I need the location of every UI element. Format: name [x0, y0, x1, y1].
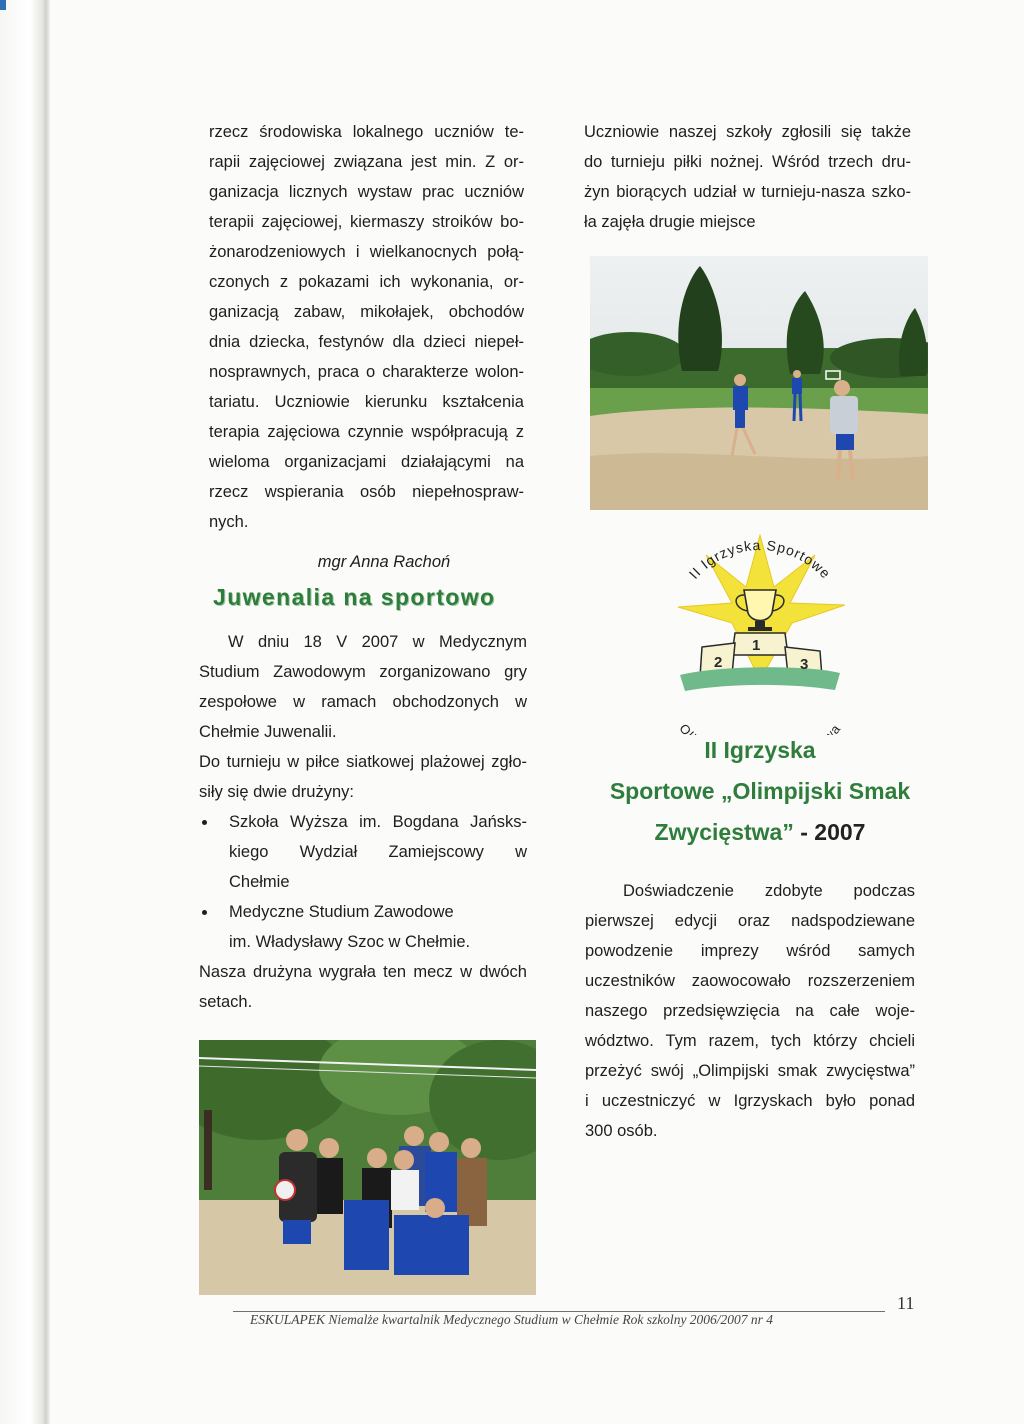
text-line: naszego przedsięwzięcia na całe woje-	[585, 1002, 915, 1020]
text-line: Chełmie	[229, 873, 290, 891]
team-group-photo	[199, 1040, 536, 1295]
page-number: 11	[897, 1293, 915, 1313]
text-line: wieloma organizacjami działającymi na	[209, 453, 524, 471]
logo-top-arc: II Igrzyska Sportowe	[685, 536, 835, 582]
corner-mark	[0, 0, 6, 10]
text-line: terapii zajęciowej, kiermaszy stroików bo-	[209, 213, 524, 231]
text-line: Studium Zawodowym zorganizowano gry	[199, 663, 527, 681]
text-line: rzecz środowiska lokalnego uczniów te-	[209, 123, 524, 141]
text-line: W dniu 18 V 2007 w Medycznym	[228, 633, 527, 651]
igrzyska-logo	[640, 515, 880, 735]
text-line: uczestników zaowocowało rozszerzeniem	[585, 972, 915, 990]
text-line: rapii zajęciowej związana jest min. Z or-	[209, 153, 524, 171]
text-line: czonych z pokazami ich wykonania, or-	[209, 273, 524, 291]
text-line: do turnieju piłki nożnej. Wśród trzech dru-	[584, 153, 911, 171]
text-line: dnia dziecka, festynów dla dzieci niepeł-	[209, 333, 524, 351]
text-line: ganizacją zabaw, mikołajek, obchodów	[209, 303, 524, 321]
beach-volleyball-photo	[590, 256, 928, 510]
event-title-line: II Igrzyska	[704, 737, 816, 763]
text-line: Doświadczenie zdobyte podczas	[623, 882, 915, 900]
text-line: Do turnieju w piłce siatkowej plażowej zgło-	[199, 753, 527, 771]
event-title-year: - 2007	[800, 819, 866, 845]
list-item: Medyczne Studium Zawodowe	[199, 897, 527, 927]
text-line: terapia zajęciowa czynnie współpracują z	[209, 423, 524, 441]
event-title-quote: „Olimpijski Smak	[720, 778, 911, 804]
event-title	[560, 730, 960, 853]
left-column-top-text	[209, 117, 524, 577]
right-column-top-text	[584, 117, 911, 237]
text-line: Uczniowie naszej szkoły zgłosili się także	[584, 123, 911, 141]
podium-number: 3	[800, 656, 809, 673]
footer-text: ESKULAPEK Niemalże kwartalnik Medycznego Studium w Chełmie Rok szkolny 2006/2007 nr 4	[250, 1312, 774, 1327]
text-line: wództwo. Tym razem, tych którzy chcieli	[585, 1032, 915, 1050]
article-heading: Juwenalia na sportowo	[213, 584, 496, 610]
event-title-line	[560, 812, 960, 853]
text-line: setach.	[199, 993, 253, 1011]
event-title-word: Sportowe	[609, 778, 715, 804]
right-column-bottom-text	[585, 876, 915, 1146]
text-line: pierwszej edycji oraz nadspodziewane	[585, 912, 915, 930]
list-item: Szkoła Wyższa im. Bogdana Jańsks-	[199, 807, 527, 837]
text-line: Chełmie Juwenalii.	[199, 723, 337, 741]
podium-number: 1	[752, 637, 761, 654]
text-line: nych.	[209, 513, 249, 531]
team-list	[199, 807, 527, 957]
text-line: rzecz wspierania osób niepełnospraw-	[209, 483, 524, 501]
text-line: tariatu. Uczniowie kierunku kształcenia	[209, 393, 524, 411]
text-line: ganizacja licznych wystaw prac uczniów	[209, 183, 524, 201]
logo-bottom-arc: O a	[676, 720, 844, 735]
event-title-line	[560, 771, 960, 812]
podium-number: 2	[714, 654, 723, 671]
text-line: 300 osób.	[585, 1122, 658, 1140]
event-title-quote-end: Zwycięstwa”	[654, 819, 794, 845]
text-line: im. Władysławy Szoc w Chełmie.	[229, 933, 471, 951]
text-line: Nasza drużyna wygrała ten mecz w dwóch	[199, 963, 527, 981]
text-line: zespołowe w ramach obchodzonych w	[199, 693, 527, 711]
text-line: żyn biorących udział w turnieju-nasza szko-	[584, 183, 911, 201]
text-line: i uczestniczyć w Igrzyskach było ponad	[585, 1092, 915, 1110]
text-line: ła zajęła drugie miejsce	[584, 213, 756, 231]
page-spine	[0, 0, 50, 1424]
text-line: nosprawnych, praca o charakterze wolon-	[209, 363, 524, 381]
text-line: kiego Wydział Zamiejscowy w	[229, 843, 527, 861]
text-line: żonarodzeniowych i wielkanocnych połą-	[209, 243, 524, 261]
article-body	[199, 627, 527, 1017]
text-line: powodzenie imprezy wśród samych	[585, 942, 915, 960]
author-signature: mgr Anna Rachoń	[317, 553, 451, 571]
text-line: siły się dwie drużyny:	[199, 783, 354, 801]
text-line: przeżyć swój „Olimpijski smak zwycięstwa”	[585, 1062, 915, 1080]
